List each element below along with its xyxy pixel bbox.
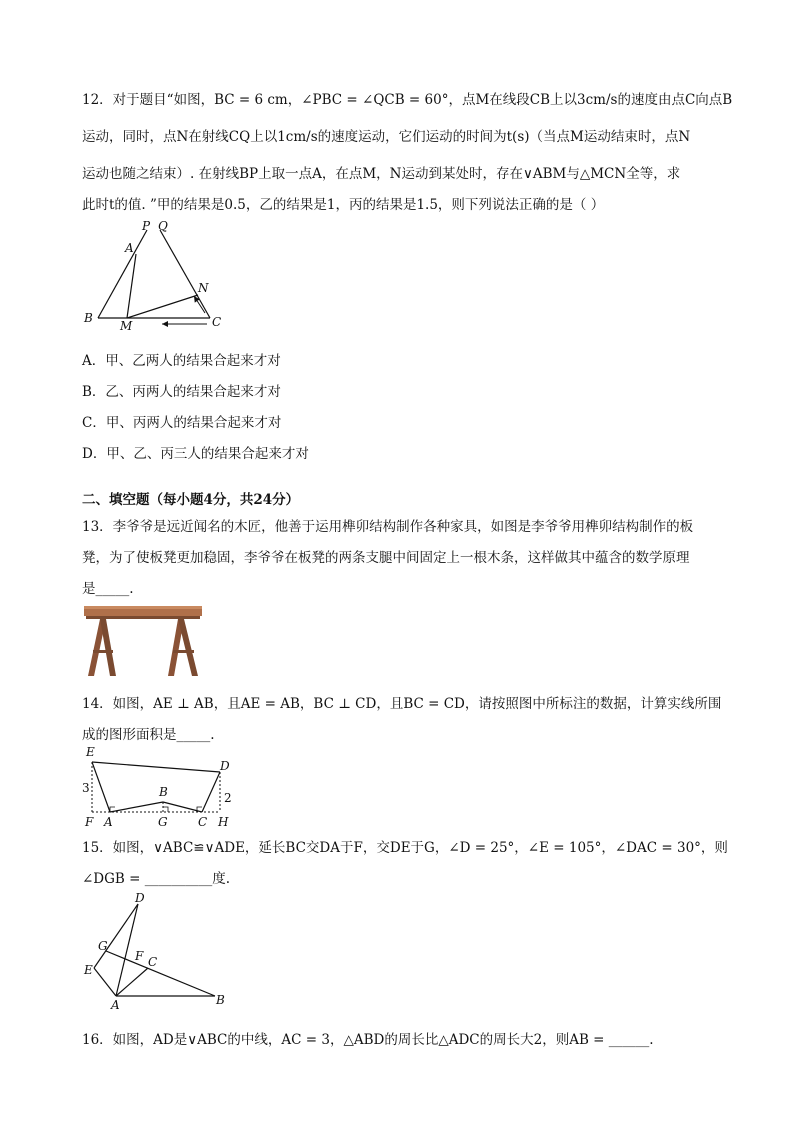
q14-label-d: D [220, 759, 230, 773]
q16-line-1: 16．如图，AD是∨ABC的中线，AC = 3，△ABD的周长比△ADC的周长大2，则AB = ______. [82, 1032, 654, 1048]
q12-option-b: B．乙、丙两人的结果合起来才对 [82, 384, 281, 400]
q14-label-b: B [159, 785, 168, 799]
q12-option-a: A．甲、乙两人的结果合起来才对 [82, 353, 281, 369]
q14-label-3: 3 [82, 781, 90, 795]
q12-label-c: C [212, 315, 222, 329]
q13-line-2: 凳，为了使板凳更加稳固，李爷爷在板凳的两条支腿中间固定上一根木条，这样做其中蕴含的数学原理 [82, 550, 690, 566]
q14-label-h: H [218, 815, 229, 829]
q15-label-e: E [84, 963, 93, 977]
q15-label-a: A [111, 998, 120, 1012]
q12-label-m: M [120, 319, 133, 333]
q12-label-p: P [142, 219, 151, 233]
q15-label-f: F [135, 949, 144, 963]
q12-option-c: C．甲、丙两人的结果合起来才对 [82, 415, 282, 431]
q15-line-1: 15．如图，∨ABC≌∨ADE，延长BC交DA于F，交DE于G，∠D = 25°，∠E = 105°，∠DAC = 30°，则 [82, 840, 728, 856]
q12-line-2: 运动，同时，点N在射线CQ上以1cm/s的速度运动，它们运动的时间为t(s)（当点M运动结束时，点N [82, 129, 691, 145]
q13-line-1: 13．李爷爷是远近闻名的木匠，他善于运用榫卯结构制作各种家具，如图是李爷爷用榫卯结构制作的板 [82, 519, 694, 535]
q12-label-q: Q [158, 219, 168, 233]
section-heading: 二、填空题（每小题4分，共24分） [82, 492, 300, 508]
q15-label-b: B [216, 993, 225, 1007]
q15-label-g: G [98, 939, 108, 953]
q14-label-c: C [198, 815, 208, 829]
q14-label-g: G [158, 815, 168, 829]
q14-line-2: 成的图形面积是_____. [82, 727, 215, 743]
q14-label-2: 2 [224, 791, 232, 805]
bench-image [82, 602, 204, 678]
q12-label-n: N [198, 281, 209, 295]
q15-label-c: C [148, 955, 158, 969]
q12-option-d: D．甲、乙、丙三人的结果合起来才对 [82, 446, 309, 462]
q12-line-1: 12．对于题目“如图，BC = 6 cm，∠PBC = ∠QCB = 60°，点M在线段CB上以3cm/s的速度由点C向点B [82, 92, 733, 108]
q14-label-e: E [86, 745, 95, 759]
q14-line-1: 14．如图，AE ⊥ AB，且AE = AB，BC ⊥ CD，且BC = CD，请按照图中所标注的数据，计算实线所围 [82, 696, 722, 712]
q12-label-a: A [125, 241, 134, 255]
q12-line-3: 运动也随之结束）. 在射线BP上取一点A，在点M，N运动到某处时，存在∨ABM与△MCN全等，求 [82, 166, 681, 182]
q13-line-3: 是_____. [82, 581, 134, 597]
q15-label-d: D [135, 891, 145, 905]
q14-figure [80, 744, 250, 830]
q14-label-a: A [104, 815, 113, 829]
q12-line-4: 此时t的值. ”甲的结果是0.5，乙的结果是1，丙的结果是1.5，则下列说法正确的是（ ） [82, 197, 605, 213]
q12-label-b: B [84, 311, 93, 325]
q12-figure [80, 218, 240, 338]
q14-label-f: F [85, 815, 94, 829]
q15-figure [80, 892, 240, 1012]
q15-line-2: ∠DGB = __________度. [82, 871, 231, 887]
